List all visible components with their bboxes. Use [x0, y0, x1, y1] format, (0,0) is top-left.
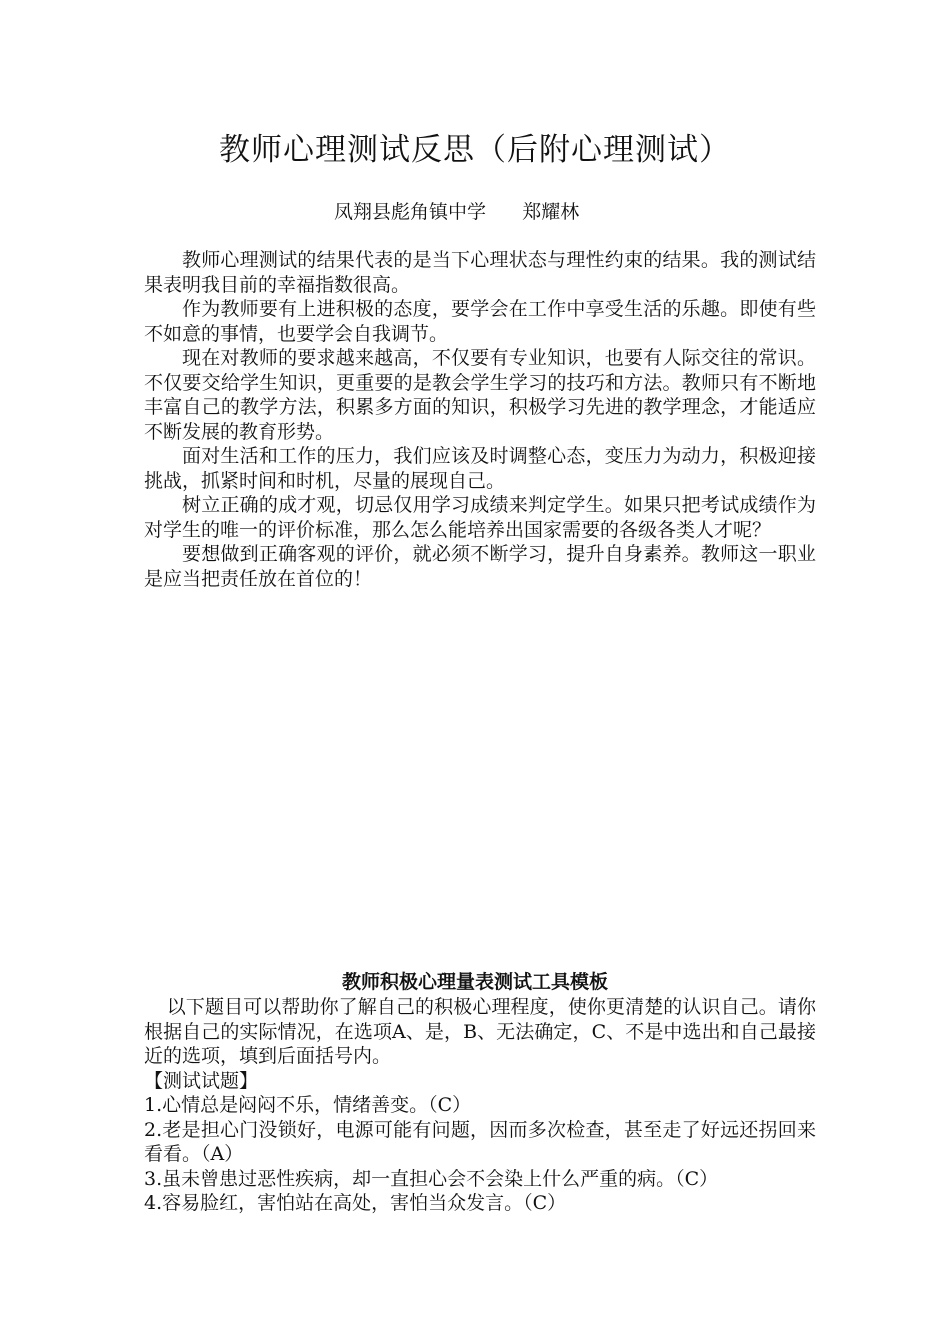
essay-paragraph: 面对生活和工作的压力，我们应该及时调整心态，变压力为动力，积极迎接挑战，抓紧时间和时机，尽量的展现自己。	[144, 445, 816, 492]
test-heading: 【测试试题】	[144, 1069, 259, 1092]
essay-paragraph: 教师心理测试的结果代表的是当下心理状态与理性约束的结果。我的测试结果表明我目前的幸福指数很高。	[144, 249, 816, 296]
essay-paragraph: 要想做到正确客观的评价，就必须不断学习，提升自身素养。教师这一职业是应当把责任放在首位的！	[144, 543, 816, 590]
test-section-title: 教师积极心理量表测试工具模板	[341, 971, 608, 993]
essay-paragraph: 树立正确的成才观，切忌仅用学习成绩来判定学生。如果只把考试成绩作为对学生的唯一的评价标准，那么怎么能培养出国家需要的各级各类人才呢？	[144, 494, 816, 541]
test-question: 4.容易脸红，害怕站在高处，害怕当众发言。（C）	[144, 1192, 567, 1214]
author-line: 凤翔县彪角镇中学 郑耀林	[334, 201, 580, 223]
test-question: 1.心情总是闷闷不乐，情绪善变。（C）	[144, 1094, 472, 1116]
test-question: 3.虽未曾患过恶性疾病，却一直担心会不会染上什么严重的病。（C）	[144, 1167, 719, 1190]
essay-body	[144, 248, 816, 591]
test-section-body	[144, 995, 816, 1216]
test-intro: 以下题目可以帮助你了解自己的积极心理程度，使你更清楚的认识自己。请你根据自己的实际情况，在选项A、是，B、无法确定，C、不是中选出和自己最接近的选项，填到后面括号内。	[144, 996, 816, 1067]
essay-paragraph: 作为教师要有上进积极的态度，要学会在工作中享受生活的乐趣。即使有些不如意的事情，也要学会自我调节。	[144, 298, 816, 345]
test-question: 2.老是担心门没锁好，电源可能有问题，因而多次检查，甚至走了好远还拐回来看看。（A）	[144, 1118, 816, 1165]
essay-paragraph: 现在对教师的要求越来越高，不仅要有专业知识，也要有人际交往的常识。不仅要交给学生知识，更重要的是教会学生学习的技巧和方法。教师只有不断地丰富自己的教学方法，积累多方面的知识，积极学习先进的教学理念，才能适应不断发展的教育形势。	[144, 347, 816, 443]
document-title: 教师心理测试反思（后附心理测试）	[219, 132, 731, 168]
